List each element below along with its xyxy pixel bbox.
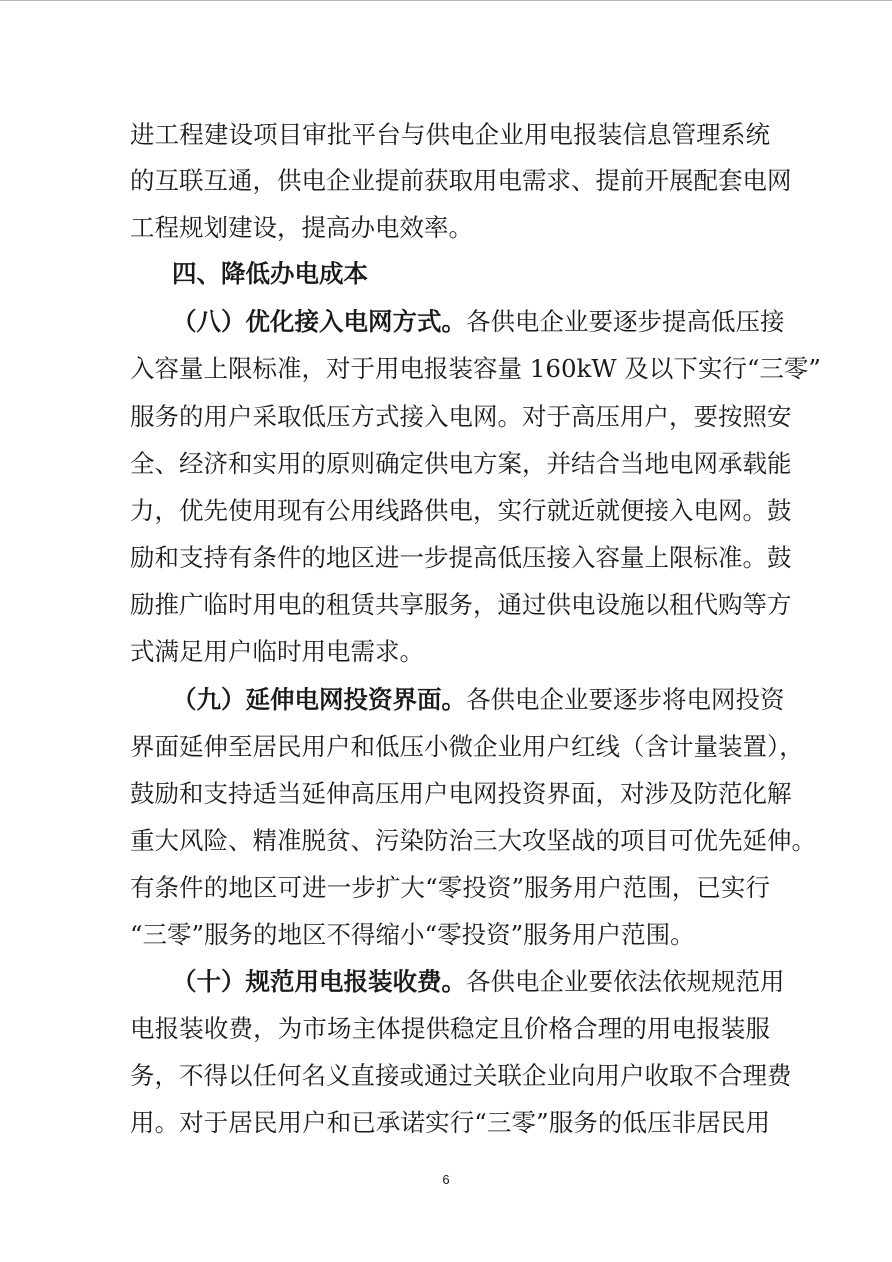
paragraph-line: 有条件的地区可进一步扩大“零投资”服务用户范围，已实行 [130,873,770,902]
paragraph-line: 务，不得以任何名义直接或通过关联企业向用户收取不合理费 [130,1061,792,1090]
paragraph-line: 用。对于居民用户和已承诺实行“三零”服务的低压非居民用 [130,1108,770,1137]
paragraph-line: 励推广临时用电的租赁共享服务，通过供电设施以租代购等方 [130,590,792,619]
paragraph-first-line [172,302,785,342]
paragraph-line: 鼓励和支持适当延伸高压用户电网投资界面，对涉及防范化解 [130,779,792,808]
paragraph-first-line [172,680,785,720]
paragraph-line: 各供电企业要逐步提高低压接 [466,307,785,336]
paragraph-line: 励和支持有条件的地区进一步提高低压接入容量上限标准。鼓 [130,543,792,572]
paragraph-line: 各供电企业要逐步将电网投资 [466,685,785,714]
item-heading-9: （九）延伸电网投资界面。 [172,685,466,714]
paragraph-line: 的互联互通，供电企业提前获取用电需求、提前开展配套电网 [130,166,792,195]
top-border-rule [0,0,892,1]
section-heading: 四、降低办电成本 [172,259,368,288]
paragraph-line: 式满足用户临时用电需求。 [130,637,424,666]
paragraph-line: 电报装收费，为市场主体提供稳定且价格合理的用电报装服 [130,1014,770,1043]
paragraph-line: 各供电企业要依法依规规范用 [466,967,785,996]
paragraph-line: 进工程建设项目审批平台与供电企业用电报装信息管理系统 [130,120,770,149]
paragraph-line: 力，优先使用现有公用线路供电，实行就近就便接入电网。鼓 [130,496,792,525]
paragraph-line: “三零”服务的地区不得缩小“零投资”服务用户范围。 [130,920,695,949]
paragraph-first-line [172,962,785,1002]
paragraph-line: 界面延伸至居民用户和低压小微企业用户红线（含计量装置）， [130,732,804,761]
section-heading-line [172,254,772,294]
paragraph-line: 入容量上限标准，对于用电报装容量 160kW 及以下实行“三零” [130,354,821,383]
item-heading-8: （八）优化接入电网方式。 [172,307,466,336]
item-heading-10: （十）规范用电报装收费。 [172,967,466,996]
paragraph-line: 工程规划建设，提高办电效率。 [130,213,473,242]
paragraph-line: 服务的用户采取低压方式接入电网。对于高压用户，要按照安 [130,402,792,431]
page-number: 6 [442,1172,450,1187]
paragraph-line: 重大风险、精准脱贫、污染防治三大攻坚战的项目可优先延伸。 [130,826,816,855]
paragraph-line: 全、经济和实用的原则确定供电方案，并结合当地电网承载能 [130,449,792,478]
